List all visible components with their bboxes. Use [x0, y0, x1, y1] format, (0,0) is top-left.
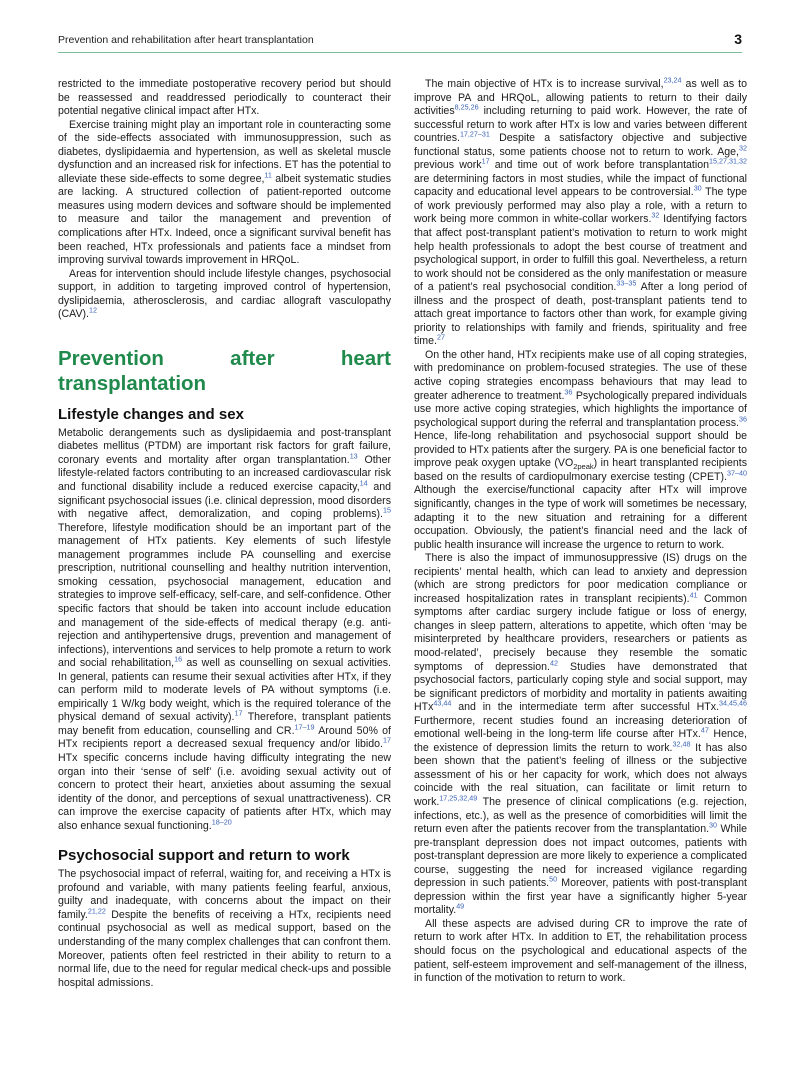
citation-link[interactable]: 17: [234, 708, 243, 718]
paragraph: There is also the impact of immunosuppressive (IS) drugs on the recipients’ mental health, which can lead to anxiety and depression (which are strong predictors for poor medication compliance or increased hospitalization rates in transplant recipients).$^{41}$ Common symptoms after cardiac surgery include fatigue or loss of energy, changes in sleep pattern, alterations to appetite, which often ‘may be misinterpreted by healthcare providers, researchers or patients as mood-related’, precisely because they resemble the somatic symptoms of depression.$^{42}$ Studies have demonstrated that psychosocial factors, particularly coping style and social support, may be significant predictors of morbidity and mortality in patients awaiting HTx$^{43,44}$ and in the intermediate term after successful HTx.$^{34,45,46}$ Furthermore, recent studies found an increasing deterioration of emotional well-being in the long-term life course after HTx.$^{47}$ Hence, the existence of depression limits the return to work.$^{32,48}$ It has also been shown that the patient’s feeling of illness or the subjective assessment of his or her capacity for work, which does not always coincide with the real situation, can facilitate or limit return to work.$^{17,25,32,49}$ The presence of clinical complications (e.g. rejection, infections, etc.), as well as the presence of comorbidities will limit the return even after the patients recover from the transplantation.$^{30}$ While pre-transplant depression does not impact outcomes, patients with post-transplant depression are more likely to experience a complicated course, suggesting the need for increased vigilance regarding depression in such patients.$^{50}$ Moreover, patients with post-transplant depression within the first year have a significantly higher 5-year mortality.$^{49}$: [414, 552, 748, 917]
subsection-heading: Lifestyle changes and sex: [58, 405, 244, 423]
paragraph: All these aspects are advised during CR to improve the rate of return to work after HTx. In addition to ET, the rehabilitation process should focus on the psychological and educational aspects of the patient, self-esteem improvement and self-management of the illness, in function of the motivation to return to work.: [414, 917, 747, 985]
citation-link[interactable]: 17: [481, 156, 490, 166]
citation-link[interactable]: 50: [549, 874, 558, 884]
citation-link[interactable]: 49: [456, 901, 465, 911]
citation-link[interactable]: 27: [436, 332, 445, 342]
paragraph: Areas for intervention should include lifestyle changes, psychosocial support, in addition to targeting improved control of hypertension, dyslipidaemia, atherosclerosis, and cardiac allograft vasculopathy (CAV).$^{12}$: [58, 267, 391, 321]
subsection-heading: Psychosocial support and return to work: [58, 847, 350, 865]
citation-link[interactable]: 30: [709, 820, 718, 830]
paragraph: Exercise training might play an important role in counteracting some of the side-effects associated with immunosuppression, such as diabetes, dyslipidaemia and hypertension, as well as skeletal muscle dysfunction and an increased risk for infections. ET has the potential to alleviate these side-effects to some degree,$^{11}$ albeit systematic studies are lacking. A structured collection of patient-reported outcome measures using modern devices and software should be implemented to measure and tailor the management and prevention of complications after HTx. Indeed, once a significant survival benefit has been reached, HTx professionals and patients face a mindset from improving survival towards improvement in HRQoL.: [58, 118, 391, 267]
citation-link[interactable]: 47: [700, 725, 709, 735]
citation-link[interactable]: 30: [693, 183, 702, 193]
citation-link[interactable]: 33–35: [616, 278, 637, 288]
citation-link[interactable]: 32,48: [672, 739, 691, 749]
paragraph: Metabolic derangements such as dyslipidaemia and post-transplant diabetes mellitus (PTDM) are important risk factors for graft failure, coronary events and mortality after organ transplantation.$^{13}$ Other lifestyle-related factors contributing to an increased cardiovascular risk and functional disability include a reduced exercise capacity,$^{14}$ and significant psychosocial issues (i.e. clinical depression, mood disorders with negative affect, demoralization, and coping problems).$^{15}$ Therefore, lifestyle modification should be an important part of the management of HTx patients. Key elements of such lifestyle management programmes include PA counselling and exercise prescription, nutritional counselling and healthy nutrition intervention, smoking cessation, psychosocial management, education and strategies to improve self-efficacy, self-care, and self-confidence. Other specific factors that should be taken into account include education and management of the side-effects of medical therapy (e.g. anti-rejection and antihypertensive drugs, prevention and management of infections), interventions and services to help promote a return to work and social rehabilitation,$^{16}$ as well as counselling on sexual activities. In general, patients can resume their sexual activities after HTx, if they can perform mild to moderate levels of PA without symptoms (i.e. empirically 1 W/kg body weight, which is the required tolerance of the physical demand of sexual activity).$^{17}$ Therefore, transplant patients may benefit from education, counselling and CR.$^{17-19}$ Around 50% of HTx recipients report a decreased sexual frequency and/or libido.$^{17}$ HTx specific concerns include having difficulty integrating the new organ into their ‘sense of self’ (i.e. avoiding sexual activity out of concern to protect their heart, anxieties about assuming the sexual identity of the donor, and perceptions of sexual unattractiveness). CR can improve the exercise capacity of patients after HTx, which may also enhance sexual functioning.$^{18-20}$: [58, 426, 392, 832]
citation-link[interactable]: 34,45,46: [719, 698, 747, 708]
citation-link[interactable]: 41: [689, 590, 698, 600]
citation-link[interactable]: 11: [264, 170, 272, 180]
citation-link[interactable]: 16: [174, 654, 183, 664]
paragraph: restricted to the immediate postoperative recovery period but should be reassessed and readdressed periodically to counteract their potential negative clinical impact after HTx.: [58, 78, 391, 118]
citation-link[interactable]: 23,24: [663, 75, 682, 85]
running-title: Prevention and rehabilitation after heart transplantation: [58, 34, 314, 46]
citation-link[interactable]: 12: [89, 305, 97, 315]
citation-link[interactable]: 13: [349, 451, 358, 461]
citation-link[interactable]: 8,25,26: [454, 102, 479, 112]
citation-link[interactable]: 17,27–31: [459, 129, 490, 139]
citation-link[interactable]: 15,27,31,32: [709, 156, 747, 166]
citation-link[interactable]: 36: [739, 414, 747, 424]
left-column: [58, 78, 391, 990]
citation-link[interactable]: 36: [564, 387, 573, 397]
citation-link[interactable]: 42: [550, 657, 558, 667]
paragraph: On the other hand, HTx recipients make use of all coping strategies, with predominance on problem-focused strategies. The use of these active coping strategies encompass behaviours that may lead to greater adherence to treatment.$^{36}$ Psychologically prepared individuals use more active coping strategies, which highlights the importance of psychological support during the referral and transplantation process.$^{36}$ Hence, life-long rehabilitation and psychosocial support should be provided to HTx patients after the surgery. PA is one beneficial factor to improve peak oxygen uptake $(VO_{2peak})$ in heart transplanted recipients based on the results of cardiopulmonary exercise testing (CPET).$^{37-40}$ Although the exercise/functional capacity after HTx will improve significantly, changes in the type of work will sometimes be necessary, adapting it to the new situation and retraining for a different occupation. Obviously, the patient’s financial need and the lack of public health insurance will increase the urgence to return to work.: [414, 348, 747, 551]
running-header: [58, 30, 742, 53]
citation-link[interactable]: 32: [651, 210, 660, 220]
citation-link[interactable]: 15: [383, 505, 391, 515]
citation-link[interactable]: 18–20: [211, 817, 232, 827]
citation-link[interactable]: 14: [359, 478, 368, 488]
citation-link[interactable]: 17–19: [294, 722, 315, 732]
citation-link[interactable]: 37–40: [727, 468, 747, 478]
citation-link[interactable]: 32: [739, 143, 747, 153]
citation-link[interactable]: 21,22: [87, 906, 106, 916]
section-heading: Prevention after heart transplantation: [58, 346, 391, 395]
paragraph: The psychosocial impact of referral, waiting for, and receiving a HTx is profound and variable, with many patients feeling fearful, anxious, guilty and inadequate, with concerns about the impact on their family.$^{21,22}$ Despite the benefits of receiving a HTx, recipients need continual psychosocial as well as medical support, based on the understanding of the many complex challenges that can confront them. Moreover, patients often feel restricted in their ability to return to a normal life, due to the need for regular medical check-ups and possible hospital admissions.: [58, 868, 391, 989]
citation-link[interactable]: 43,44: [433, 698, 452, 708]
subscript: 2peak: [573, 462, 594, 472]
right-column: [414, 75, 748, 986]
citation-link[interactable]: 17: [383, 735, 391, 745]
citation-link[interactable]: 17,25,32,49: [439, 793, 478, 803]
paragraph: The main objective of HTx is to increase survival,$^{23,24}$ as well as to improve PA and HRQoL, allowing patients to return to their daily activities$^{8,25,26}$ including returning to paid work. However, the rate of successful return to work after HTx is low and varies between different countries.$^{17,27-31}$ Despite a satisfactory objective and subjective functional status, some patients choose not to return to work. Age,$^{32}$ previous work$^{17}$ and time out of work before transplantation$^{15,27,31,32}$ are determining factors in most studies, while the impact of functional capacity and educational level appears to be controversial.$^{30}$ The type of work previously performed may also play a role, with a return to work being more common in white-collar workers.$^{32}$ Identifying factors that affect post-transplant patient’s motivation to return to work might help health professionals to adopt the best course of treatment and psychological support, in order to fulfill this goal. Nevertheless, a return to work should not be considered as the only manifestation or measure of a patient’s real psychosocial condition.$^{33-35}$ After a long period of illness and the prospect of death, post-transplant patients tend to attach great importance to factors other than work, for example giving priority to relationships with family and friends, spirituality and free time.$^{27}$: [414, 75, 747, 348]
page-number: 3: [734, 31, 742, 47]
